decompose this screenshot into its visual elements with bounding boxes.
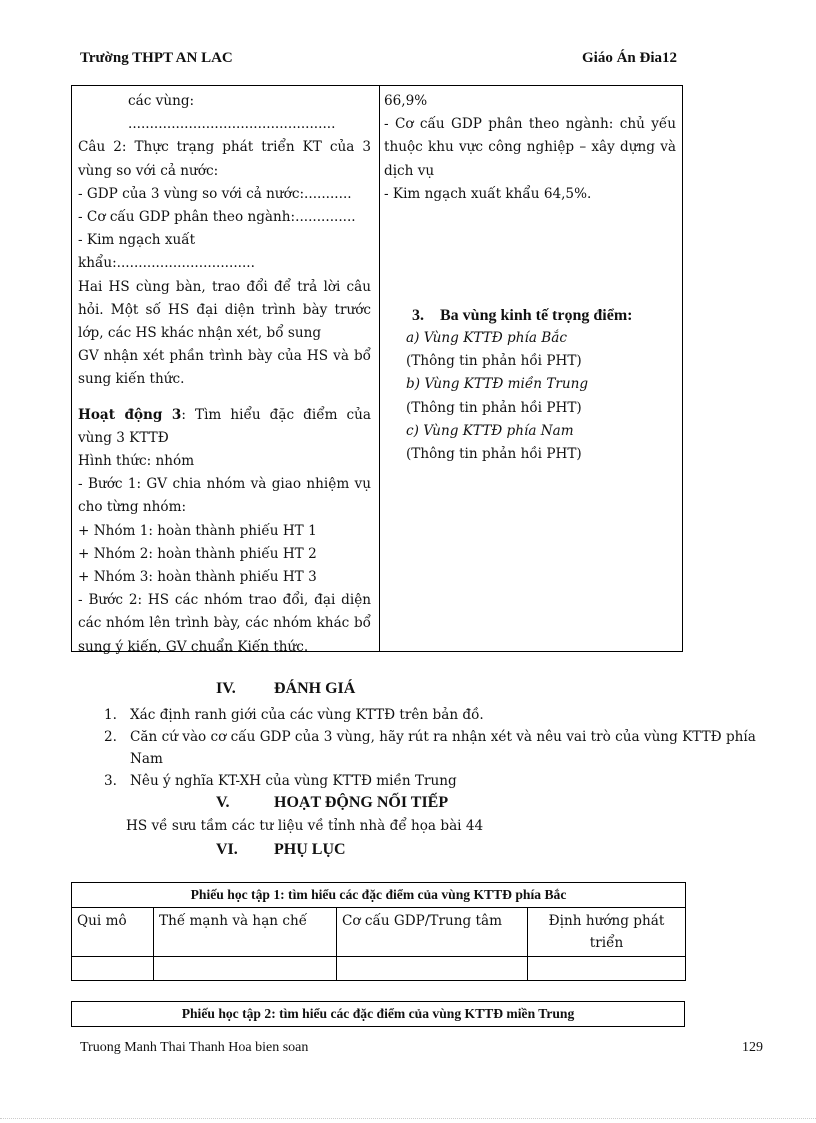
worksheet-1-title: Phiếu học tập 1: tìm hiểu các đặc điểm của vùng KTTĐ phía Bắc — [72, 883, 686, 908]
worksheet-2-table — [71, 1001, 685, 1027]
left-line: GV nhận xét phần trình bày của HS và bổ sung kiến thức. — [78, 348, 371, 388]
region-info: (Thông tin phản hồi PHT) — [406, 399, 582, 416]
item-text: Căn cứ vào cơ cấu GDP của 3 vùng, hãy rút ra nhận xét và nêu vai trò của vùng KTTĐ phía Nam — [130, 729, 756, 767]
section3-number: 3. — [412, 307, 424, 325]
left-line: - Kim ngạch xuất khẩu:................................ — [78, 232, 255, 272]
table-cell — [528, 957, 686, 981]
header-school: Trường THPT AN LAC — [80, 50, 233, 66]
left-line: - Bước 2: HS các nhóm trao đổi, đại diện các nhóm lên trình bày, các nhóm khác bổ sung ý kiến, GV chuẩn Kiến thức. — [78, 592, 371, 655]
worksheet-1-table — [71, 882, 686, 981]
left-line: Hai HS cùng bàn, trao đổi để trả lời câu hỏi. Một số HS đại diện trình bày trước lớp, các HS khác nhận xét, bổ sung — [78, 278, 371, 342]
table-cell — [72, 957, 154, 981]
activity-table — [71, 85, 683, 655]
item-text: Xác định ranh giới của các vùng KTTĐ trên bản đồ. — [130, 707, 484, 723]
table-header: Định hướng phát triển — [528, 908, 686, 957]
region-label: a) Vùng KTTĐ phía Bắc — [406, 330, 567, 347]
left-line: các vùng: ................................................ — [128, 93, 336, 133]
activity-label: Hoạt động 3 — [78, 406, 182, 423]
right-line: 66,9% — [384, 93, 428, 109]
left-column — [78, 90, 371, 659]
page-number: 129 — [742, 1040, 763, 1055]
section5-text: HS về sưu tầm các tư liệu về tỉnh nhà để họa bài 44 — [126, 818, 484, 834]
footer-author: Truong Manh Thai Thanh Hoa bien soan — [80, 1040, 309, 1055]
section6-number: VI. — [216, 841, 238, 858]
section5-title: HOẠT ĐỘNG NỐI TIẾP — [274, 794, 449, 811]
left-line: + Nhóm 2: hoàn thành phiếu HT 2 — [78, 545, 317, 562]
activity-text: : Tìm hiểu đặc điểm của vùng 3 KTTĐ — [78, 406, 371, 446]
table-header: Qui mô — [72, 908, 154, 957]
section5-number: V. — [216, 794, 230, 811]
left-line: + Nhóm 1: hoàn thành phiếu HT 1 — [78, 522, 317, 539]
header-subject: Giáo Án Đia12 — [582, 50, 678, 66]
left-line: Hình thức: nhóm — [78, 453, 195, 470]
region-info: (Thông tin phản hồi PHT) — [406, 353, 582, 370]
item-number: 3. — [104, 773, 117, 789]
item-number: 1. — [104, 707, 117, 723]
region-info: (Thông tin phản hồi PHT) — [406, 446, 582, 463]
left-line: Câu 2: Thực trạng phát triển KT của 3 vùng so với cả nước: — [78, 139, 371, 179]
table-header: Thế mạnh và hạn chế — [154, 908, 337, 957]
table-cell — [154, 957, 337, 981]
right-line: - Cơ cấu GDP phân theo ngành: chủ yếu thuộc khu vực công nghiệp – xây dựng và dịch vụ — [384, 116, 676, 179]
table-cell — [337, 957, 528, 981]
section6-title: PHỤ LỤC — [274, 841, 346, 858]
left-line: + Nhóm 3: hoàn thành phiếu HT 3 — [78, 569, 317, 586]
region-label: c) Vùng KTTĐ phía Nam — [406, 422, 574, 439]
left-line: - Bước 1: GV chia nhóm và giao nhiệm vụ cho từng nhóm: — [78, 476, 371, 516]
right-line: - Kim ngạch xuất khẩu 64,5%. — [384, 185, 592, 202]
page-bottom-divider — [0, 1118, 816, 1119]
region-label: b) Vùng KTTĐ miền Trung — [406, 376, 589, 393]
section3-heading — [384, 304, 676, 327]
item-text: Nêu ý nghĩa KT-XH của vùng KTTĐ miền Trung — [130, 773, 457, 789]
column-divider — [379, 86, 380, 651]
left-line: - GDP của 3 vùng so với cả nước:........... — [78, 185, 352, 202]
item-number: 2. — [104, 729, 117, 745]
section4-number: IV. — [216, 680, 236, 697]
activity-heading — [78, 404, 371, 450]
section4-title: ĐÁNH GIÁ — [274, 680, 356, 697]
right-column — [384, 90, 676, 466]
left-line: - Cơ cấu GDP phân theo ngành:.............. — [78, 209, 356, 226]
worksheet-2-title: Phiếu học tập 2: tìm hiểu các đặc điểm của vùng KTTĐ miền Trung — [72, 1002, 685, 1027]
section3-title: Ba vùng kinh tế trọng điểm: — [440, 307, 633, 325]
table-header: Cơ cấu GDP/Trung tâm — [337, 908, 528, 957]
